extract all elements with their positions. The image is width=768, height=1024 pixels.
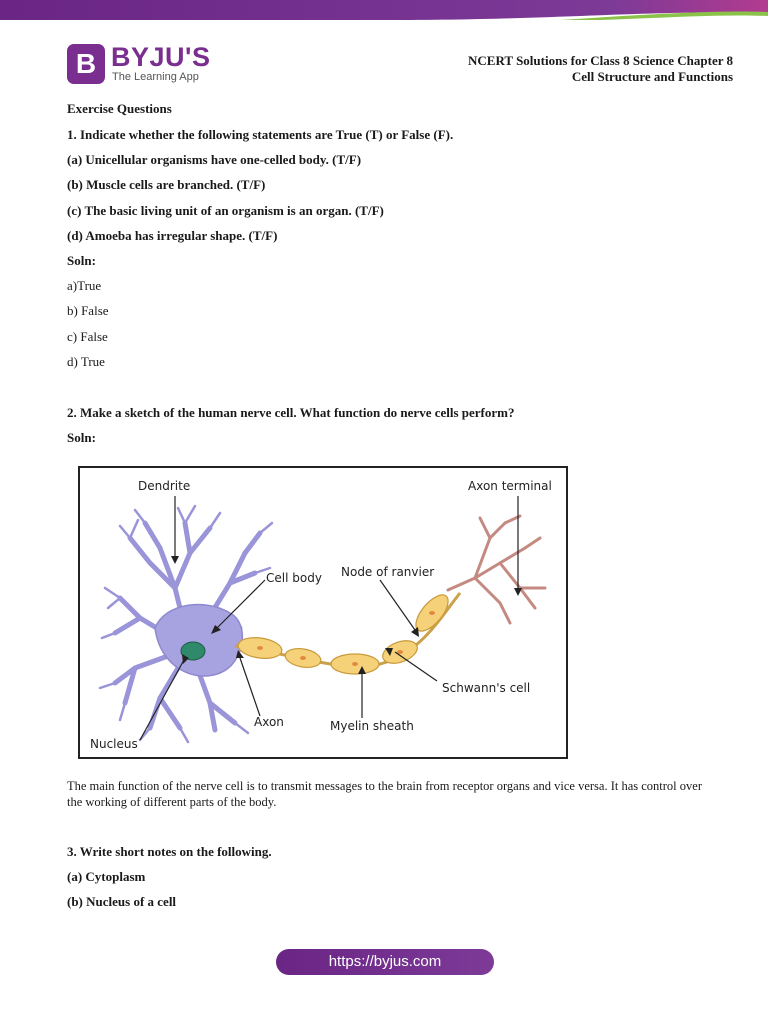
header-line-1: NCERT Solutions for Class 8 Science Chapter 8 (468, 53, 733, 68)
axon-terminal-branches (448, 516, 545, 623)
logo-mark: B (67, 44, 105, 84)
q1-answer-c: c) False (67, 329, 108, 344)
byjus-logo (67, 44, 237, 86)
q1-part-a: (a) Unicellular organisms have one-celled body. (T/F) (67, 152, 362, 167)
q2-answer-text: The main function of the nerve cell is to transmit messages to the brain from receptor organs and vice versa. It has control over the working of different parts of the body. (67, 779, 702, 809)
q1-answer-d: d) True (67, 354, 105, 369)
label-cell-body: Cell body (266, 571, 322, 585)
footer-url-link[interactable]: https://byjus.com (328, 953, 442, 970)
q1-question: 1. Indicate whether the following statements are True (T) or False (F). (67, 127, 454, 142)
q3-part-b: (b) Nucleus of a cell (67, 894, 177, 909)
logo-tagline: The Learning App (112, 71, 199, 83)
label-dendrite: Dendrite (138, 479, 191, 493)
top-decorative-band (0, 0, 768, 22)
label-node-of-ranvier: Node of ranvier (341, 565, 435, 579)
q1-answer-a: a)True (67, 278, 102, 293)
myelin-sheath-segments (237, 590, 454, 674)
label-myelin-sheath: Myelin sheath (330, 719, 414, 733)
q3-part-a: (a) Cytoplasm (67, 869, 146, 884)
nerve-cell-diagram (80, 468, 566, 757)
footer-url-pill[interactable] (276, 949, 494, 975)
label-axon: Axon (254, 715, 284, 729)
q1-part-d: (d) Amoeba has irregular shape. (T/F) (67, 228, 278, 243)
q1-answer-b: b) False (67, 303, 109, 318)
label-nucleus: Nucleus (90, 737, 138, 751)
q1-part-b: (b) Muscle cells are branched. (T/F) (67, 177, 266, 192)
q2-soln-label: Soln: (67, 430, 96, 445)
q1-part-c: (c) The basic living unit of an organism is an organ. (T/F) (67, 203, 384, 218)
label-schwanns-cell: Schwann's cell (442, 681, 531, 695)
document-header (468, 53, 733, 85)
label-axon-terminal: Axon terminal (468, 479, 552, 493)
nerve-cell-figure (78, 466, 568, 759)
logo-name: BYJU'S (111, 42, 211, 72)
header-line-2: Cell Structure and Functions (571, 69, 733, 84)
section-title: Exercise Questions (67, 101, 172, 116)
q1-soln-label: Soln: (67, 253, 96, 268)
q3-question: 3. Write short notes on the following. (67, 844, 272, 859)
q2-question: 2. Make a sketch of the human nerve cell. What function do nerve cells perform? (67, 405, 515, 420)
